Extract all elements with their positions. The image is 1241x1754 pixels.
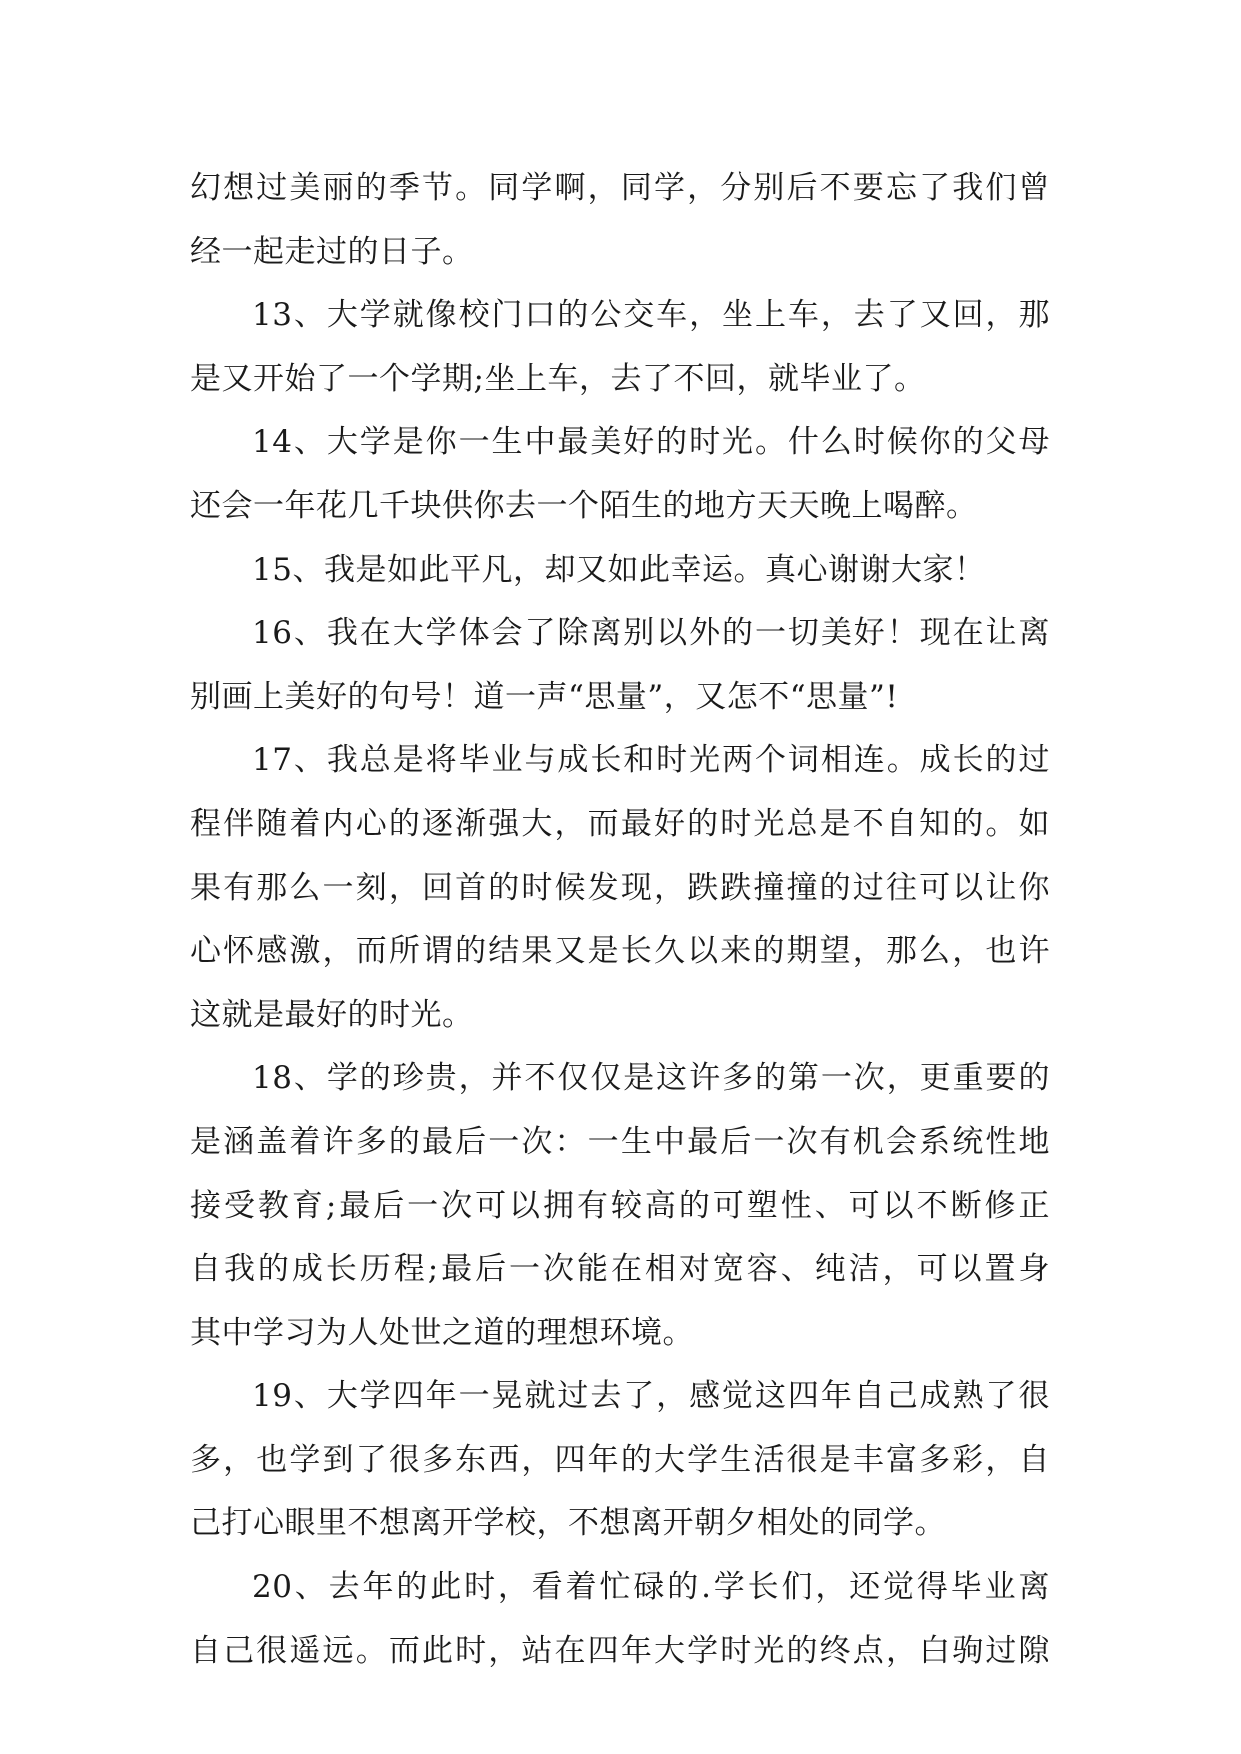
text-line: 是涵盖着许多的最后一次：一生中最后一次有机会系统性地 — [190, 1123, 1050, 1160]
text-line: 18、学的珍贵，并不仅仅是这许多的第一次，更重要的 — [252, 1060, 1050, 1097]
text-line: 自我的成长历程;最后一次能在相对宽容、纯洁，可以置身 — [190, 1251, 1050, 1288]
text-line: 多，也学到了很多东西，四年的大学生活很是丰富多彩，自 — [190, 1441, 1050, 1478]
text-line: 程伴随着内心的逐渐强大，而最好的时光总是不自知的。如 — [190, 805, 1050, 842]
text-line: 果有那么一刻，回首的时候发现，跌跌撞撞的过往可以让你 — [190, 869, 1050, 906]
text-line: 别画上美好的句号！道一声“思量”，又怎不“思量”! — [190, 678, 899, 715]
text-line: 经一起走过的日子。 — [190, 233, 474, 270]
text-line: 这就是最好的时光。 — [190, 996, 474, 1033]
text-line: 16、我在大学体会了除离别以外的一切美好！现在让离 — [252, 615, 1050, 652]
text-line: 心怀感激，而所谓的结果又是长久以来的期望，那么，也许 — [190, 933, 1050, 970]
text-line: 14、大学是你一生中最美好的时光。什么时候你的父母 — [252, 424, 1050, 461]
text-line: 17、我总是将毕业与成长和时光两个词相连。成长的过 — [252, 742, 1050, 779]
text-line: 幻想过美丽的季节。同学啊，同学，分别后不要忘了我们曾 — [190, 170, 1050, 206]
text-line: 接受教育;最后一次可以拥有较高的可塑性、可以不断修正 — [190, 1187, 1050, 1224]
text-line: 19、大学四年一晃就过去了，感觉这四年自己成熟了很 — [252, 1378, 1050, 1415]
text-line: 其中学习为人处世之道的理想环境。 — [190, 1314, 694, 1351]
text-line: 是又开始了一个学期;坐上车，去了不回，就毕业了。 — [190, 360, 926, 397]
text-line: 自己很遥远。而此时，站在四年大学时光的终点，白驹过隙 — [190, 1632, 1050, 1669]
text-line: 13、大学就像校门口的公交车，坐上车，去了又回，那 — [252, 297, 1050, 334]
text-line: 己打心眼里不想离开学校，不想离开朝夕相处的同学。 — [190, 1505, 946, 1542]
text-line: 20、去年的此时，看着忙碌的.学长们，还觉得毕业离 — [252, 1569, 1050, 1606]
text-line: 还会一年花几千块供你去一个陌生的地方天天晚上喝醉。 — [190, 487, 978, 524]
text-line: 15、我是如此平凡，却又如此幸运。真心谢谢大家！ — [252, 551, 986, 588]
document-body — [190, 157, 1050, 1683]
